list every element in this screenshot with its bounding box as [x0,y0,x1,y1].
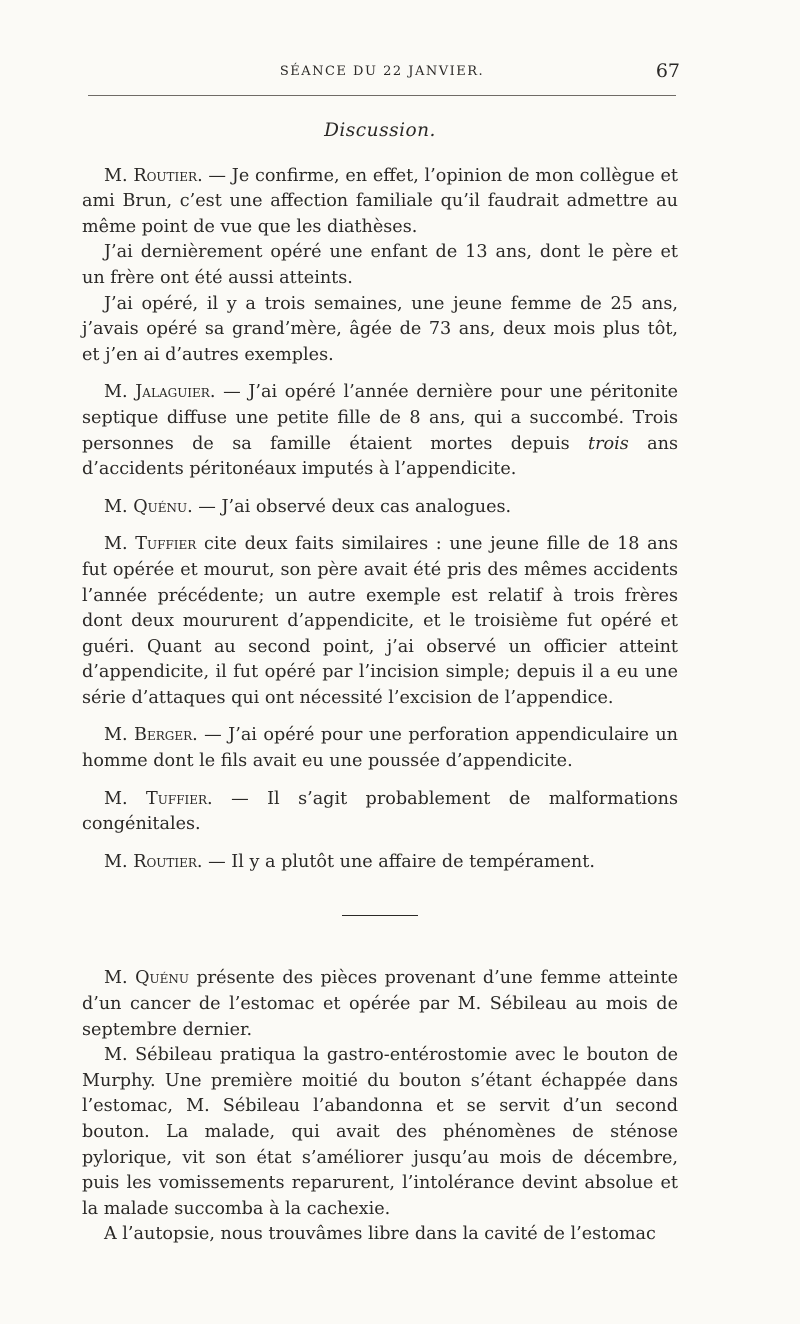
paragraph-text: — Je confirme, en effet, l’opinion de mon collègue et ami Brun, c’est une affection familiale qu’il faudrait admettre au même point de vue que les diathèses. [82,165,678,237]
paragraph [82,966,678,1043]
speaker-name: M. Berger. [104,725,198,746]
paragraph-text: — J’ai opéré l’année dernière pour une péritonite septique diffuse une petite fille de 8 ans, qui a succombé. Trois personnes de sa famille étaient mortes depuis [82,382,678,454]
paragraph [82,380,678,482]
paragraph [82,164,678,241]
speaker-name: M. Tuffier. [104,788,213,809]
speaker-name: M. Routier. [104,851,203,872]
paragraph-text: A l’autopsie, nous trouvâmes libre dans la cavité de l’estomac [104,1224,656,1245]
paragraph [82,723,678,774]
section-separator [342,915,418,916]
paragraph-text: — Il s’agit probablement de malformations congénitales. [82,788,679,835]
speaker-name: M. Jalaguier. [104,382,216,403]
paragraph-text: J’ai opéré, il y a trois semaines, une jeune femme de 25 ans, j’avais opéré sa grand’mère, âgée de 73 ans, deux mois plus tôt, et j’en ai d’autres exemples. [82,293,678,365]
paragraph [82,787,678,838]
paragraph [82,850,678,876]
paragraph [82,495,678,521]
paragraph-text: ans d’accidents péritonéaux imputés à l’appendicite. [82,433,678,480]
paragraph-text: présente des pièces provenant d’une femme atteinte d’un cancer de l’estomac et opérée par M. Sébileau au mois de septembre dernier. [82,968,678,1040]
paragraph [82,240,678,291]
paragraph-text: cite deux faits similaires : une jeune fille de 18 ans fut opérée et mourut, son père avait été pris des mêmes accidents l’année précédente; un autre exemple est relatif à trois frères dont deux moururent d’appendicite, et le troisième fut opéré et guéri. Quant au second point, j’ai observé un officier atteint d’appendicite, il fut opéré par l’incision simple; depuis il a eu une série d’attaques qui ont nécessité l’excision de l’appendice. [82,534,678,708]
paragraph-text: — J’ai opéré pour une perforation appendiculaire un homme dont le fils avait eu une poussée d’appendicite. [82,725,678,772]
paragraph-text: — J’ai observé deux cas analogues. [192,496,512,517]
header-rule [88,95,676,96]
page-header [82,60,682,86]
paragraph [82,1222,678,1248]
paragraph [82,1043,678,1222]
paragraph-text: — Il y a plutôt une affaire de tempérament. [202,851,595,872]
paragraph-text: J’ai dernièrement opéré une enfant de 13 ans, dont le père et un frère ont été aussi atteints. [82,242,678,288]
speaker-name: M. Quénu [104,968,190,989]
speaker-name: M. Quénu. [104,496,193,517]
paragraph [82,532,678,711]
page-number: 67 [655,60,680,82]
speaker-name: M. Routier. [104,165,203,186]
paragraph [82,292,678,369]
speaker-name: M. Tuffier [104,534,197,555]
italic-word: trois [588,433,629,454]
running-title: SÉANCE DU 22 JANVIER. [279,64,485,79]
section-heading: Discussion. [324,120,436,141]
body-text [82,118,678,1248]
paragraph-text: M. Sébileau pratiqua la gastro-entérostomie avec le bouton de Murphy. Une première moitié du bouton s’étant échappée dans l’estomac, M. Sébileau l’abandonna et se servit d’un second bouton. La malade, qui avait des phénomènes de sténose pylorique, vit son état s’améliorer jusqu’au mois de décembre, puis les vomissements reparurent, l’intolérance devint absolue et la malade succomba à la cachexie. [82,1045,678,1219]
